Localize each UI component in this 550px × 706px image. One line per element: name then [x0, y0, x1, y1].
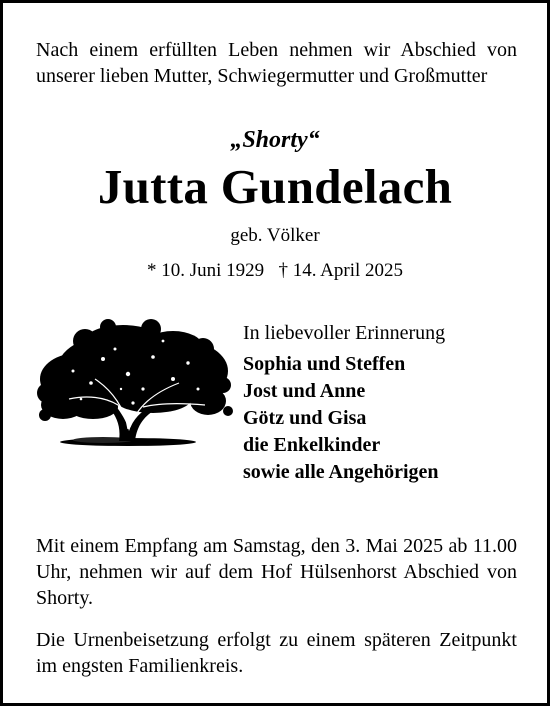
reception-paragraph: Mit einem Empfang am Samstag, den 3. Mai 2025 ab 11.00 Uhr, nehmen wir auf dem Hof Hülsenhorst Abschied von Shorty. [36, 535, 517, 609]
mourner-name: sowie alle Angehörigen [243, 461, 439, 483]
birth-date: * 10. Juni 1929 [147, 260, 265, 281]
death-date: † 14. April 2025 [278, 260, 403, 281]
mourner-name: Götz und Gisa [243, 407, 367, 429]
tree-icon [33, 319, 233, 449]
life-dates [3, 259, 547, 283]
memory-line: In liebevoller Erinnerung [243, 322, 446, 344]
date-separator [264, 260, 278, 281]
mourner-name: Jost und Anne [243, 380, 366, 402]
mourner-name: die Enkelkinder [243, 434, 381, 456]
intro-paragraph: Nach einem erfüllten Leben nehmen wir Abschied von unserer lieben Mutter, Schwiegermutter und Großmutter [36, 39, 517, 87]
mourner-name: Sophia und Steffen [243, 353, 406, 375]
mourners-block [243, 321, 543, 486]
mourner-list [243, 351, 543, 486]
maiden-name: geb. Völker [230, 225, 320, 246]
burial-paragraph: Die Urnenbeisetzung erfolgt zu einem späteren Zeitpunkt im engsten Familienkreis. [36, 629, 517, 677]
nickname: „Shorty“ [230, 127, 320, 153]
deceased-name: Jutta Gundelach [97, 159, 453, 214]
